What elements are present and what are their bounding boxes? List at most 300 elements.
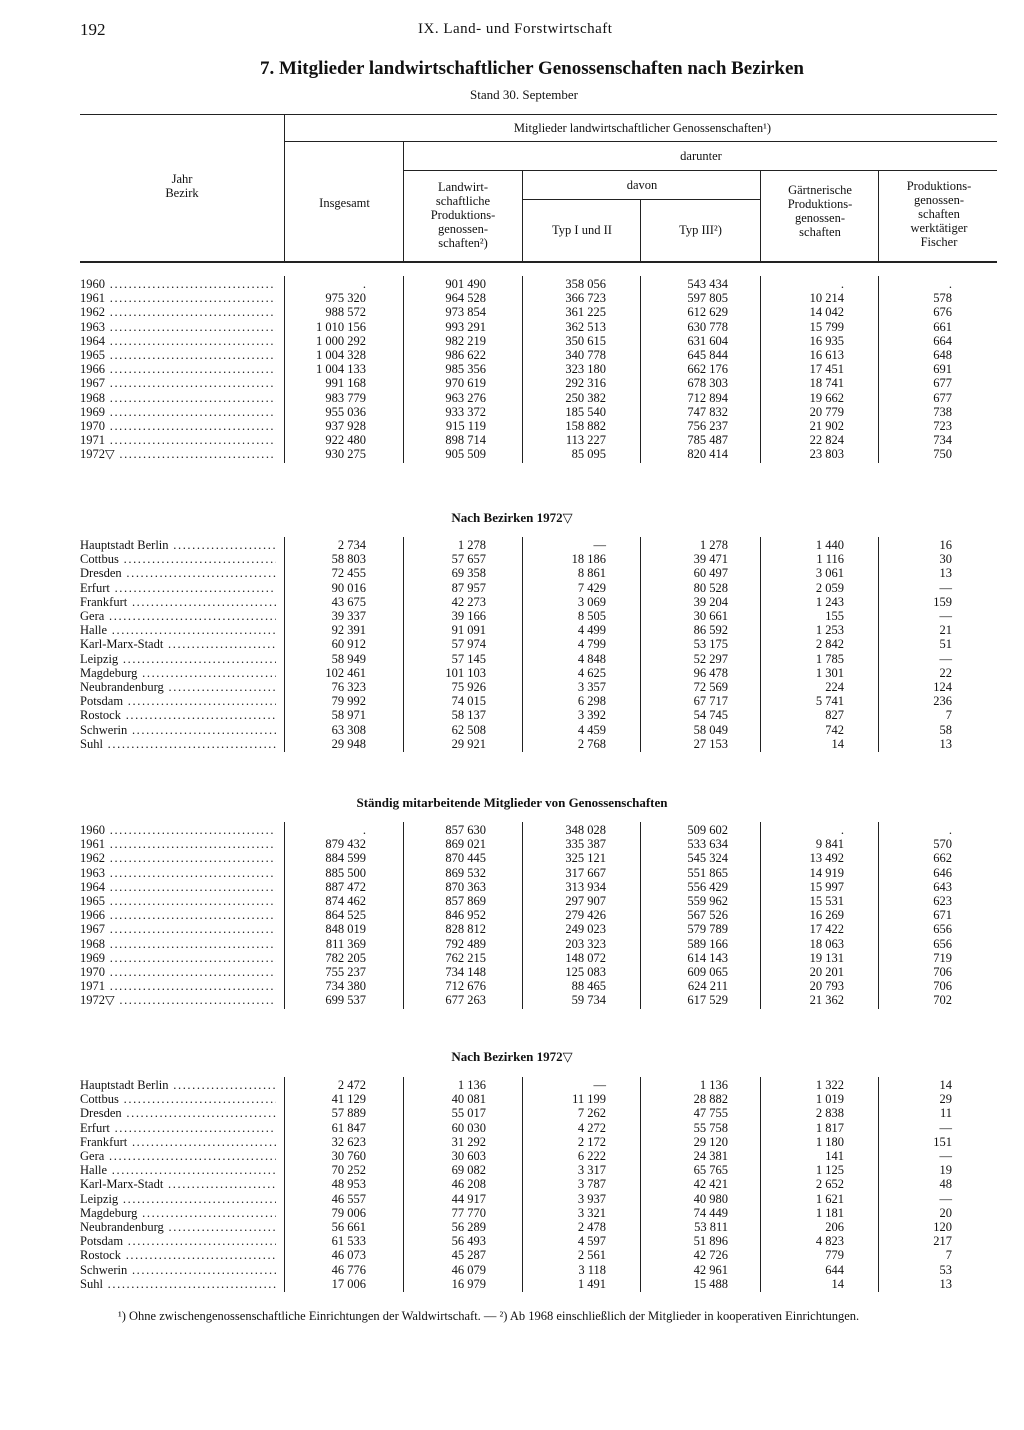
table-row bbox=[0, 894, 1024, 908]
table-cell: 57 974 bbox=[451, 637, 486, 652]
table-cell: 879 432 bbox=[325, 837, 366, 852]
table-cell: 8 861 bbox=[577, 566, 606, 581]
table-cell: 69 082 bbox=[451, 1163, 486, 1178]
table-cell: 60 030 bbox=[451, 1120, 486, 1135]
row-label: Leipzig ..... bbox=[80, 1192, 276, 1206]
table-cell: 1 253 bbox=[815, 623, 844, 638]
table-row bbox=[0, 320, 1024, 334]
table-row bbox=[0, 1135, 1024, 1149]
table-cell: 738 bbox=[933, 404, 952, 419]
table-cell: 677 263 bbox=[445, 993, 486, 1008]
row-label: 1972▽ ..... bbox=[80, 447, 276, 461]
row-label: 1963 ..... bbox=[80, 320, 276, 334]
table-cell: 362 513 bbox=[565, 319, 606, 334]
table-cell: 40 980 bbox=[693, 1191, 728, 1206]
table-cell: 545 324 bbox=[687, 851, 728, 866]
header-divider-lpg bbox=[522, 170, 523, 262]
table-cell: 762 215 bbox=[445, 950, 486, 965]
table-cell: 4 459 bbox=[577, 722, 606, 737]
header-typ12: Typ I und II bbox=[552, 223, 612, 237]
table-cell: 39 204 bbox=[693, 594, 728, 609]
table-cell: 15 531 bbox=[809, 894, 844, 908]
table-cell: 185 540 bbox=[565, 404, 606, 419]
table-cell: 1 621 bbox=[815, 1191, 844, 1206]
table-row bbox=[0, 652, 1024, 666]
table-row bbox=[0, 552, 1024, 566]
table-cell: 597 805 bbox=[687, 291, 728, 306]
table-cell: 67 717 bbox=[693, 694, 728, 709]
table-cell: 6 298 bbox=[577, 694, 606, 709]
table-cell: 53 175 bbox=[693, 637, 728, 652]
row-label: Suhl ..... bbox=[80, 737, 276, 751]
table-cell: 70 252 bbox=[331, 1163, 366, 1178]
table-cell: 335 387 bbox=[565, 837, 606, 852]
table-cell: 58 803 bbox=[331, 552, 366, 567]
table-cell: 317 667 bbox=[565, 865, 606, 880]
table-cell: 21 362 bbox=[809, 993, 844, 1008]
table-cell: 2 838 bbox=[815, 1106, 844, 1121]
table-row bbox=[0, 1192, 1024, 1206]
table-cell: 848 019 bbox=[325, 922, 366, 937]
table-cell: 358 056 bbox=[565, 277, 606, 291]
table-cell: 648 bbox=[933, 348, 952, 362]
row-label: 1971 ..... bbox=[80, 433, 276, 447]
table-cell: 986 622 bbox=[445, 348, 486, 362]
table-cell: 11 199 bbox=[572, 1092, 606, 1107]
table-cell: 41 129 bbox=[331, 1092, 366, 1107]
table-cell: 29 120 bbox=[693, 1134, 728, 1149]
table-cell: 19 bbox=[939, 1163, 952, 1178]
table-cell: 782 205 bbox=[325, 950, 366, 965]
table-cell: 5 741 bbox=[815, 694, 844, 709]
table-cell: 348 028 bbox=[565, 823, 606, 837]
table-cell: 870 363 bbox=[445, 879, 486, 894]
table-cell: — bbox=[593, 1078, 606, 1092]
row-label: Magdeburg ..... bbox=[80, 666, 276, 680]
row-label: 1966 ..... bbox=[80, 908, 276, 922]
table-cell: 58 049 bbox=[693, 722, 728, 737]
table-cell: 922 480 bbox=[325, 433, 366, 448]
row-label: Frankfurt ..... bbox=[80, 595, 276, 609]
table-cell: . bbox=[840, 823, 844, 837]
table-cell: 869 021 bbox=[445, 837, 486, 852]
running-head: IX. Land- und Forstwirtschaft bbox=[418, 21, 613, 37]
table-cell: 15 488 bbox=[693, 1276, 728, 1291]
table-cell: 92 391 bbox=[331, 623, 366, 638]
table-cell: 4 625 bbox=[577, 665, 606, 680]
table-cell: — bbox=[939, 609, 952, 623]
table-cell: 2 652 bbox=[815, 1177, 844, 1192]
table-cell: 706 bbox=[933, 979, 952, 994]
row-label: 1964 ..... bbox=[80, 334, 276, 348]
header-bottom-rule bbox=[80, 261, 997, 263]
table-cell: 224 bbox=[825, 680, 844, 694]
row-label: 1966 ..... bbox=[80, 362, 276, 376]
header-stub: Jahr Bezirk bbox=[165, 172, 199, 200]
header-divider-stub bbox=[284, 114, 285, 262]
table-cell: 656 bbox=[933, 922, 952, 937]
table-cell: 677 bbox=[933, 376, 952, 391]
header-insgesamt: Insgesamt bbox=[319, 196, 370, 210]
row-label: 1962 ..... bbox=[80, 305, 276, 319]
table-cell: 42 726 bbox=[693, 1248, 728, 1263]
table-row bbox=[0, 305, 1024, 319]
table-cell: 1 278 bbox=[699, 538, 728, 552]
table-cell: 664 bbox=[933, 333, 952, 348]
table-row bbox=[0, 637, 1024, 651]
table-cell: 1 785 bbox=[815, 651, 844, 666]
table-row bbox=[0, 1248, 1024, 1262]
table-cell: 361 225 bbox=[565, 305, 606, 320]
table-cell: 828 812 bbox=[445, 922, 486, 937]
table-cell: 59 734 bbox=[571, 993, 606, 1008]
table-row bbox=[0, 880, 1024, 894]
table-cell: 58 971 bbox=[331, 708, 366, 723]
row-label: 1960 ..... bbox=[80, 823, 276, 837]
table-cell: 16 bbox=[939, 538, 952, 552]
table-cell: 72 569 bbox=[693, 680, 728, 694]
table-cell: 13 492 bbox=[809, 851, 844, 866]
table-cell: 887 472 bbox=[325, 879, 366, 894]
table-cell: 76 323 bbox=[331, 680, 366, 694]
table-cell: 15 799 bbox=[809, 319, 844, 334]
table-row bbox=[0, 1263, 1024, 1277]
table-cell: 16 269 bbox=[809, 908, 844, 923]
table-row bbox=[0, 1277, 1024, 1291]
table-cell: 57 889 bbox=[331, 1106, 366, 1121]
table-cell: 4 848 bbox=[577, 651, 606, 666]
table-cell: 46 557 bbox=[331, 1191, 366, 1206]
table-cell: 57 657 bbox=[451, 552, 486, 567]
table-cell: 14 042 bbox=[809, 305, 844, 320]
table-cell: 43 675 bbox=[331, 594, 366, 609]
table-row bbox=[0, 1092, 1024, 1106]
table-cell: 623 bbox=[933, 894, 952, 908]
row-label: Schwerin ..... bbox=[80, 723, 276, 737]
table-cell: — bbox=[939, 1120, 952, 1135]
table-cell: 13 bbox=[939, 1276, 952, 1291]
table-cell: 734 380 bbox=[325, 979, 366, 994]
table-cell: 656 bbox=[933, 936, 952, 951]
table-cell: 42 421 bbox=[693, 1177, 728, 1192]
table-cell: 3 317 bbox=[577, 1163, 606, 1178]
header-divider-gpg bbox=[878, 170, 879, 262]
table-cell: 102 461 bbox=[325, 665, 366, 680]
table-cell: 9 841 bbox=[815, 837, 844, 852]
table-cell: — bbox=[939, 651, 952, 666]
table-cell: 46 079 bbox=[451, 1262, 486, 1277]
row-label: 1961 ..... bbox=[80, 291, 276, 305]
table-cell: . bbox=[948, 823, 952, 837]
row-label: Karl-Marx-Stadt ..... bbox=[80, 637, 276, 651]
table-cell: 10 214 bbox=[809, 291, 844, 306]
section-heading: Nach Bezirken 1972▽ bbox=[451, 1049, 573, 1064]
table-row bbox=[0, 737, 1024, 751]
table-cell: 3 357 bbox=[577, 680, 606, 694]
table-cell: 3 118 bbox=[578, 1262, 606, 1277]
table-cell: 58 bbox=[939, 722, 952, 737]
header-rule-darunter bbox=[404, 170, 997, 171]
table-cell: 124 bbox=[933, 680, 952, 694]
table-cell: 734 148 bbox=[445, 965, 486, 979]
table-cell: 7 262 bbox=[577, 1106, 606, 1121]
row-label: 1971 ..... bbox=[80, 979, 276, 993]
table-cell: 14 bbox=[831, 736, 844, 751]
table-cell: 58 137 bbox=[451, 708, 486, 723]
table-row bbox=[0, 837, 1024, 851]
row-label: 1968 ..... bbox=[80, 391, 276, 405]
table-cell: 21 902 bbox=[809, 419, 844, 433]
table-row bbox=[0, 708, 1024, 722]
row-label: Cottbus ..... bbox=[80, 552, 276, 566]
table-cell: 719 bbox=[933, 950, 952, 965]
table-cell: 857 630 bbox=[445, 823, 486, 837]
table-cell: 325 121 bbox=[565, 851, 606, 866]
table-cell: 792 489 bbox=[445, 936, 486, 951]
table-cell: 53 811 bbox=[694, 1220, 728, 1234]
table-cell: 901 490 bbox=[445, 277, 486, 291]
row-label: 1972▽ ..... bbox=[80, 993, 276, 1007]
table-cell: . bbox=[362, 823, 366, 837]
table-title bbox=[0, 58, 1024, 80]
table-cell: 61 533 bbox=[331, 1234, 366, 1249]
row-label: Erfurt ..... bbox=[80, 1121, 276, 1135]
table-row bbox=[0, 922, 1024, 936]
table-cell: 885 500 bbox=[325, 865, 366, 880]
table-cell: 74 015 bbox=[451, 694, 486, 709]
table-cell: 16 935 bbox=[809, 333, 844, 348]
table-cell: 8 505 bbox=[577, 609, 606, 623]
table-cell: 77 770 bbox=[451, 1205, 486, 1220]
table-cell: 46 073 bbox=[331, 1248, 366, 1263]
table-cell: 2 472 bbox=[337, 1078, 366, 1092]
table-row bbox=[0, 623, 1024, 637]
table-cell: 930 275 bbox=[325, 447, 366, 462]
table-cell: 18 186 bbox=[571, 552, 606, 567]
table-cell: 884 599 bbox=[325, 851, 366, 866]
table-cell: 4 823 bbox=[815, 1234, 844, 1249]
table-row bbox=[0, 566, 1024, 580]
page-number: 192 bbox=[80, 20, 106, 39]
row-label: Potsdam ..... bbox=[80, 694, 276, 708]
table-row bbox=[0, 993, 1024, 1007]
table-cell: 915 119 bbox=[445, 419, 486, 433]
table-row bbox=[0, 1220, 1024, 1234]
table-cell: 1 116 bbox=[816, 552, 844, 567]
table-cell: 61 847 bbox=[331, 1120, 366, 1135]
table-cell: 53 bbox=[939, 1262, 952, 1277]
table-cell: 47 755 bbox=[693, 1106, 728, 1121]
table-cell: 630 778 bbox=[687, 319, 728, 334]
table-row bbox=[0, 1078, 1024, 1092]
table-cell: 970 619 bbox=[445, 376, 486, 391]
table-row bbox=[0, 595, 1024, 609]
table-cell: 52 297 bbox=[693, 651, 728, 666]
header-darunter: darunter bbox=[680, 149, 722, 163]
row-label: Potsdam ..... bbox=[80, 1234, 276, 1248]
table-cell: 48 bbox=[939, 1177, 952, 1192]
row-label: 1962 ..... bbox=[80, 851, 276, 865]
table-cell: 158 882 bbox=[565, 419, 606, 433]
table-cell: 747 832 bbox=[687, 404, 728, 419]
table-cell: 1 136 bbox=[699, 1078, 728, 1092]
row-label: 1967 ..... bbox=[80, 922, 276, 936]
table-cell: 678 303 bbox=[687, 376, 728, 391]
table-cell: 982 219 bbox=[445, 333, 486, 348]
table-row bbox=[0, 823, 1024, 837]
row-label: Karl-Marx-Stadt ..... bbox=[80, 1177, 276, 1191]
table-cell: 20 bbox=[939, 1205, 952, 1220]
table-cell: 313 934 bbox=[565, 879, 606, 894]
row-label: Hauptstadt Berlin ..... bbox=[80, 1078, 276, 1092]
table-cell: 779 bbox=[825, 1248, 844, 1263]
table-cell: 55 758 bbox=[693, 1120, 728, 1135]
table-cell: 975 320 bbox=[325, 291, 366, 306]
header-divider-typ bbox=[640, 199, 641, 262]
table-cell: 120 bbox=[933, 1220, 952, 1234]
table-cell: 74 449 bbox=[693, 1205, 728, 1220]
table-cell: 643 bbox=[933, 879, 952, 894]
row-label: 1960 ..... bbox=[80, 277, 276, 291]
table-cell: 662 bbox=[933, 851, 952, 866]
table-cell: 30 661 bbox=[693, 609, 728, 623]
table-cell: 203 323 bbox=[565, 936, 606, 951]
table-cell: 60 497 bbox=[693, 566, 728, 581]
table-cell: 712 676 bbox=[445, 979, 486, 994]
table-cell: 46 208 bbox=[451, 1177, 486, 1192]
table-cell: 18 063 bbox=[809, 936, 844, 951]
table-row bbox=[0, 291, 1024, 305]
table-cell: 662 176 bbox=[687, 362, 728, 377]
table-cell: 579 789 bbox=[687, 922, 728, 937]
header-group: Mitglieder landwirtschaftlicher Genossenschaften¹) bbox=[513, 121, 772, 135]
table-cell: 1 180 bbox=[815, 1134, 844, 1149]
table-cell: 1 136 bbox=[457, 1078, 486, 1092]
row-label: 1969 ..... bbox=[80, 405, 276, 419]
table-cell: 7 429 bbox=[577, 580, 606, 595]
table-cell: 3 937 bbox=[577, 1191, 606, 1206]
table-cell: 79 992 bbox=[331, 694, 366, 709]
table-cell: 44 917 bbox=[451, 1191, 486, 1206]
table-cell: 963 276 bbox=[445, 390, 486, 405]
row-label: Leipzig ..... bbox=[80, 652, 276, 666]
table-cell: 1 817 bbox=[815, 1120, 844, 1135]
header-rule-group bbox=[285, 141, 997, 142]
table-cell: 24 381 bbox=[693, 1149, 728, 1163]
table-cell: 155 bbox=[825, 609, 844, 623]
table-cell: 827 bbox=[825, 708, 844, 723]
table-cell: 217 bbox=[933, 1234, 952, 1249]
table-cell: 69 358 bbox=[451, 566, 486, 581]
table-cell: 60 912 bbox=[331, 637, 366, 652]
table-cell: 570 bbox=[933, 837, 952, 852]
table-cell: 624 211 bbox=[687, 979, 728, 994]
table-cell: 29 921 bbox=[451, 736, 486, 751]
header-lpg: Landwirt- schaftliche Produktions- genossen- schaften²) bbox=[430, 180, 496, 250]
table-cell: 20 793 bbox=[809, 979, 844, 994]
table-cell: 13 bbox=[939, 736, 952, 751]
table-row bbox=[0, 866, 1024, 880]
table-row bbox=[0, 447, 1024, 461]
table-cell: 864 525 bbox=[325, 908, 366, 923]
table-cell: 151 bbox=[933, 1134, 952, 1149]
table-cell: 17 422 bbox=[809, 922, 844, 937]
header-gpg: Gärtnerische Produktions- genossen- schaften bbox=[787, 183, 853, 239]
table-cell: 4 799 bbox=[577, 637, 606, 652]
table-cell: 617 529 bbox=[687, 993, 728, 1008]
row-label: Erfurt ..... bbox=[80, 581, 276, 595]
table-row bbox=[0, 1177, 1024, 1191]
table-cell: 857 869 bbox=[445, 894, 486, 908]
table-cell: 750 bbox=[933, 447, 952, 462]
table-row bbox=[0, 951, 1024, 965]
table-cell: 56 661 bbox=[331, 1220, 366, 1234]
table-cell: 56 289 bbox=[451, 1220, 486, 1234]
table-cell: 955 036 bbox=[325, 404, 366, 419]
table-cell: 898 714 bbox=[445, 433, 486, 448]
table-row bbox=[0, 965, 1024, 979]
table-cell: 964 528 bbox=[445, 291, 486, 306]
table-cell: 3 787 bbox=[577, 1177, 606, 1192]
table-cell: 644 bbox=[825, 1262, 844, 1277]
table-cell: 32 623 bbox=[331, 1134, 366, 1149]
table-cell: 113 227 bbox=[565, 433, 606, 448]
table-cell: 85 095 bbox=[571, 447, 606, 462]
table-cell: 988 572 bbox=[325, 305, 366, 320]
table-cell: 17 451 bbox=[809, 362, 844, 377]
row-label: Gera ..... bbox=[80, 1149, 276, 1163]
table-cell: 21 bbox=[939, 623, 952, 638]
table-cell: 1 125 bbox=[815, 1163, 844, 1178]
table-cell: 671 bbox=[933, 908, 952, 923]
table-cell: 559 962 bbox=[687, 894, 728, 908]
table-cell: . bbox=[362, 277, 366, 291]
table-cell: 39 471 bbox=[693, 552, 728, 567]
table-cell: 18 741 bbox=[809, 376, 844, 391]
table-cell: 755 237 bbox=[325, 965, 366, 979]
table-cell: 785 487 bbox=[687, 433, 728, 448]
row-label: Halle ..... bbox=[80, 623, 276, 637]
table-cell: 51 bbox=[939, 637, 952, 652]
table-cell: 646 bbox=[933, 865, 952, 880]
table-cell: 31 292 bbox=[451, 1134, 486, 1149]
table-cell: . bbox=[840, 277, 844, 291]
header-pgf: Produktions- genossen- schaften werktätiger Fischer bbox=[906, 179, 972, 249]
table-cell: 292 316 bbox=[565, 376, 606, 391]
table-cell: 3 061 bbox=[815, 566, 844, 581]
table-cell: 72 455 bbox=[331, 566, 366, 581]
table-cell: 30 760 bbox=[331, 1149, 366, 1163]
table-cell: 340 778 bbox=[565, 348, 606, 362]
header-divider-davon bbox=[760, 170, 761, 262]
table-cell: 250 382 bbox=[565, 390, 606, 405]
section-heading: Ständig mitarbeitende Mitglieder von Genossenschaften bbox=[356, 795, 668, 810]
table-row bbox=[0, 348, 1024, 362]
table-cell: 551 865 bbox=[687, 865, 728, 880]
table-cell: 756 237 bbox=[687, 419, 728, 433]
table-row bbox=[0, 851, 1024, 865]
table-cell: 11 bbox=[939, 1106, 952, 1121]
table-row bbox=[0, 405, 1024, 419]
table-cell: 578 bbox=[933, 291, 952, 306]
table-cell: 1 000 292 bbox=[316, 333, 366, 348]
table-cell: 62 508 bbox=[451, 722, 486, 737]
row-label: Suhl ..... bbox=[80, 1277, 276, 1291]
row-label: Frankfurt ..... bbox=[80, 1135, 276, 1149]
table-cell: 4 499 bbox=[577, 623, 606, 638]
table-row bbox=[0, 1106, 1024, 1120]
table-cell: 54 745 bbox=[693, 708, 728, 723]
